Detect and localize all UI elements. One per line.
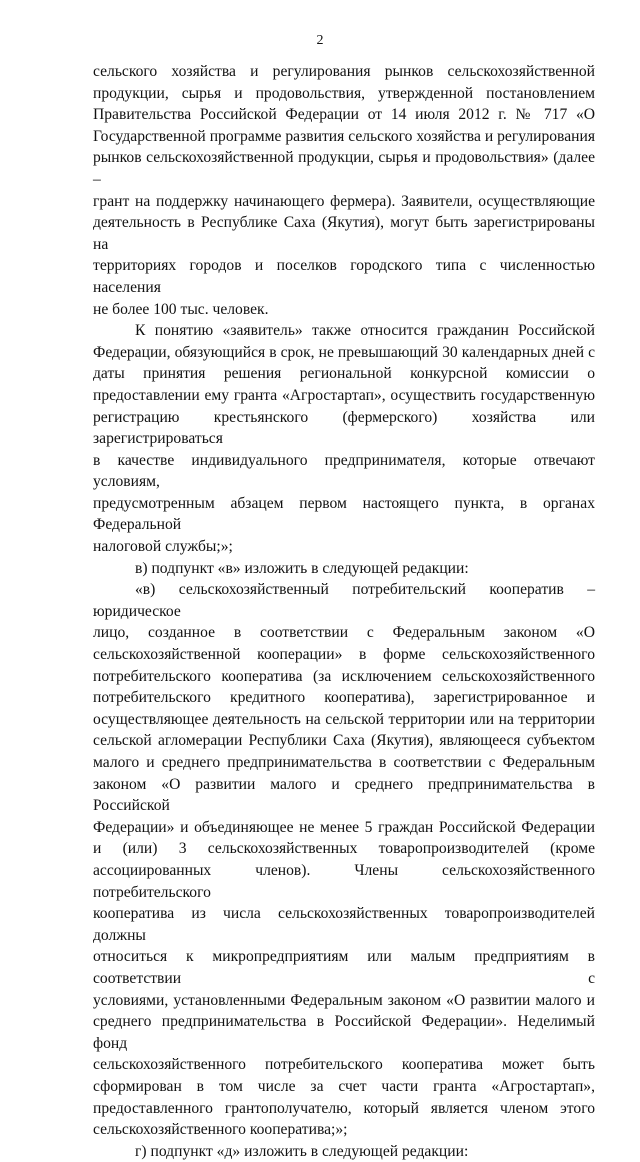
text-line: территориях городов и поселков городского типа с численностью населения [93, 257, 595, 296]
text-line: сельскохозяйственного кооператива;»; [93, 1121, 348, 1139]
text-line: Федерации» и объединяющее не менее 5 граждан Российской Федерации [93, 818, 595, 836]
text-line: осуществляющее деятельность на сельской территории или на территории [93, 710, 595, 728]
text-line: малого и среднего предпринимательства в соответствии с Федеральным [93, 754, 595, 771]
text-line: Правительства Российской Федерации от 14 июля 2012 г. № 717 «О [93, 106, 595, 124]
text-line: предоставленного грантополучателю, который является членом этого [93, 1099, 595, 1117]
text-line: даты принятия решения региональной конкурсной комиссии о [93, 365, 595, 383]
text-line: законом «О развитии малого и среднего предпринимательства в Российской [93, 775, 595, 815]
text-line: сельскохозяйственной кооперации» в форме сельскохозяйственного [93, 646, 595, 664]
text-line: ассоциированных членов). Члены сельскохозяйственного потребительского [93, 861, 595, 901]
paragraph-continuation [93, 61, 595, 320]
text-line: предусмотренным абзацем первом настоящего пункта, в органах Федеральной [93, 494, 595, 534]
document-body [93, 61, 595, 1162]
text-line: в качестве индивидуального предпринимателя, которые отвечают условиям, [93, 451, 595, 491]
text-line: регистрацию крестьянского (фермерского) хозяйства или зарегистрироваться [93, 408, 595, 448]
text-line: сельского хозяйства и регулирования рынков сельскохозяйственной [93, 63, 595, 80]
paragraph-subpoint-d [93, 1141, 595, 1162]
text-line: условиями, установленными Федеральным законом «О развитии малого и [93, 991, 595, 1009]
text-line: потребительского кредитного кооператива), зарегистрированное и [93, 689, 595, 707]
text-line: потребительского кооператива (за исключением сельскохозяйственного [93, 667, 595, 685]
text-line: сельскохозяйственного потребительского кооператива может быть [93, 1056, 595, 1074]
text-line: сельской агломерации Республики Саха (Якутия), являющееся субъектом [93, 732, 595, 750]
text-line: среднего предпринимательства в Российской Федерации». Неделимый фонд [93, 1013, 595, 1052]
text-line: К понятию «заявитель» также относится гражданин Российской [135, 322, 595, 340]
paragraph-subpoint-v [93, 558, 595, 580]
text-line: в) подпункт «в» изложить в следующей редакции: [135, 559, 469, 577]
text-line: лицо, созданное в соответствии с Федеральным законом «О [93, 624, 595, 642]
text-line: налоговой службы;»; [93, 538, 233, 556]
text-line: г) подпункт «д» изложить в следующей редакции: [135, 1142, 469, 1160]
text-line: Федерации, обязующийся в срок, не превышающий 30 календарных дней с [93, 343, 595, 361]
text-line: кооператива из числа сельскохозяйственных товаропроизводителей должны [93, 905, 595, 944]
paragraph-applicant-definition [93, 320, 595, 558]
text-line: рынков сельскохозяйственной продукции, сырья и продовольствия» (далее – [93, 149, 595, 188]
text-line: Государственной программе развития сельского хозяйства и регулирования [93, 127, 595, 145]
text-line: «в) сельскохозяйственный потребительский кооператив – юридическое [93, 581, 595, 620]
page-number: 2 [316, 33, 324, 48]
text-line: грант на поддержку начинающего фермера). Заявители, осуществляющие [93, 192, 595, 210]
text-line: не более 100 тыс. человек. [93, 300, 269, 318]
text-line: и (или) 3 сельскохозяйственных товаропроизводителей (кроме [93, 840, 595, 858]
text-line: относиться к микропредприятиям или малым предприятиям в соответствии с [93, 948, 595, 987]
text-line: сформирован в том числе за счет части гранта «Агростартап», [93, 1077, 595, 1095]
text-line: продукции, сырья и продовольствия, утвержденной постановлением [93, 84, 595, 102]
text-line: деятельность в Республике Саха (Якутия), могут быть зарегистрированы на [93, 214, 595, 253]
text-line: предоставлении ему гранта «Агростартап», осуществить государственную [93, 386, 595, 404]
paragraph-cooperative-definition [93, 579, 595, 1140]
